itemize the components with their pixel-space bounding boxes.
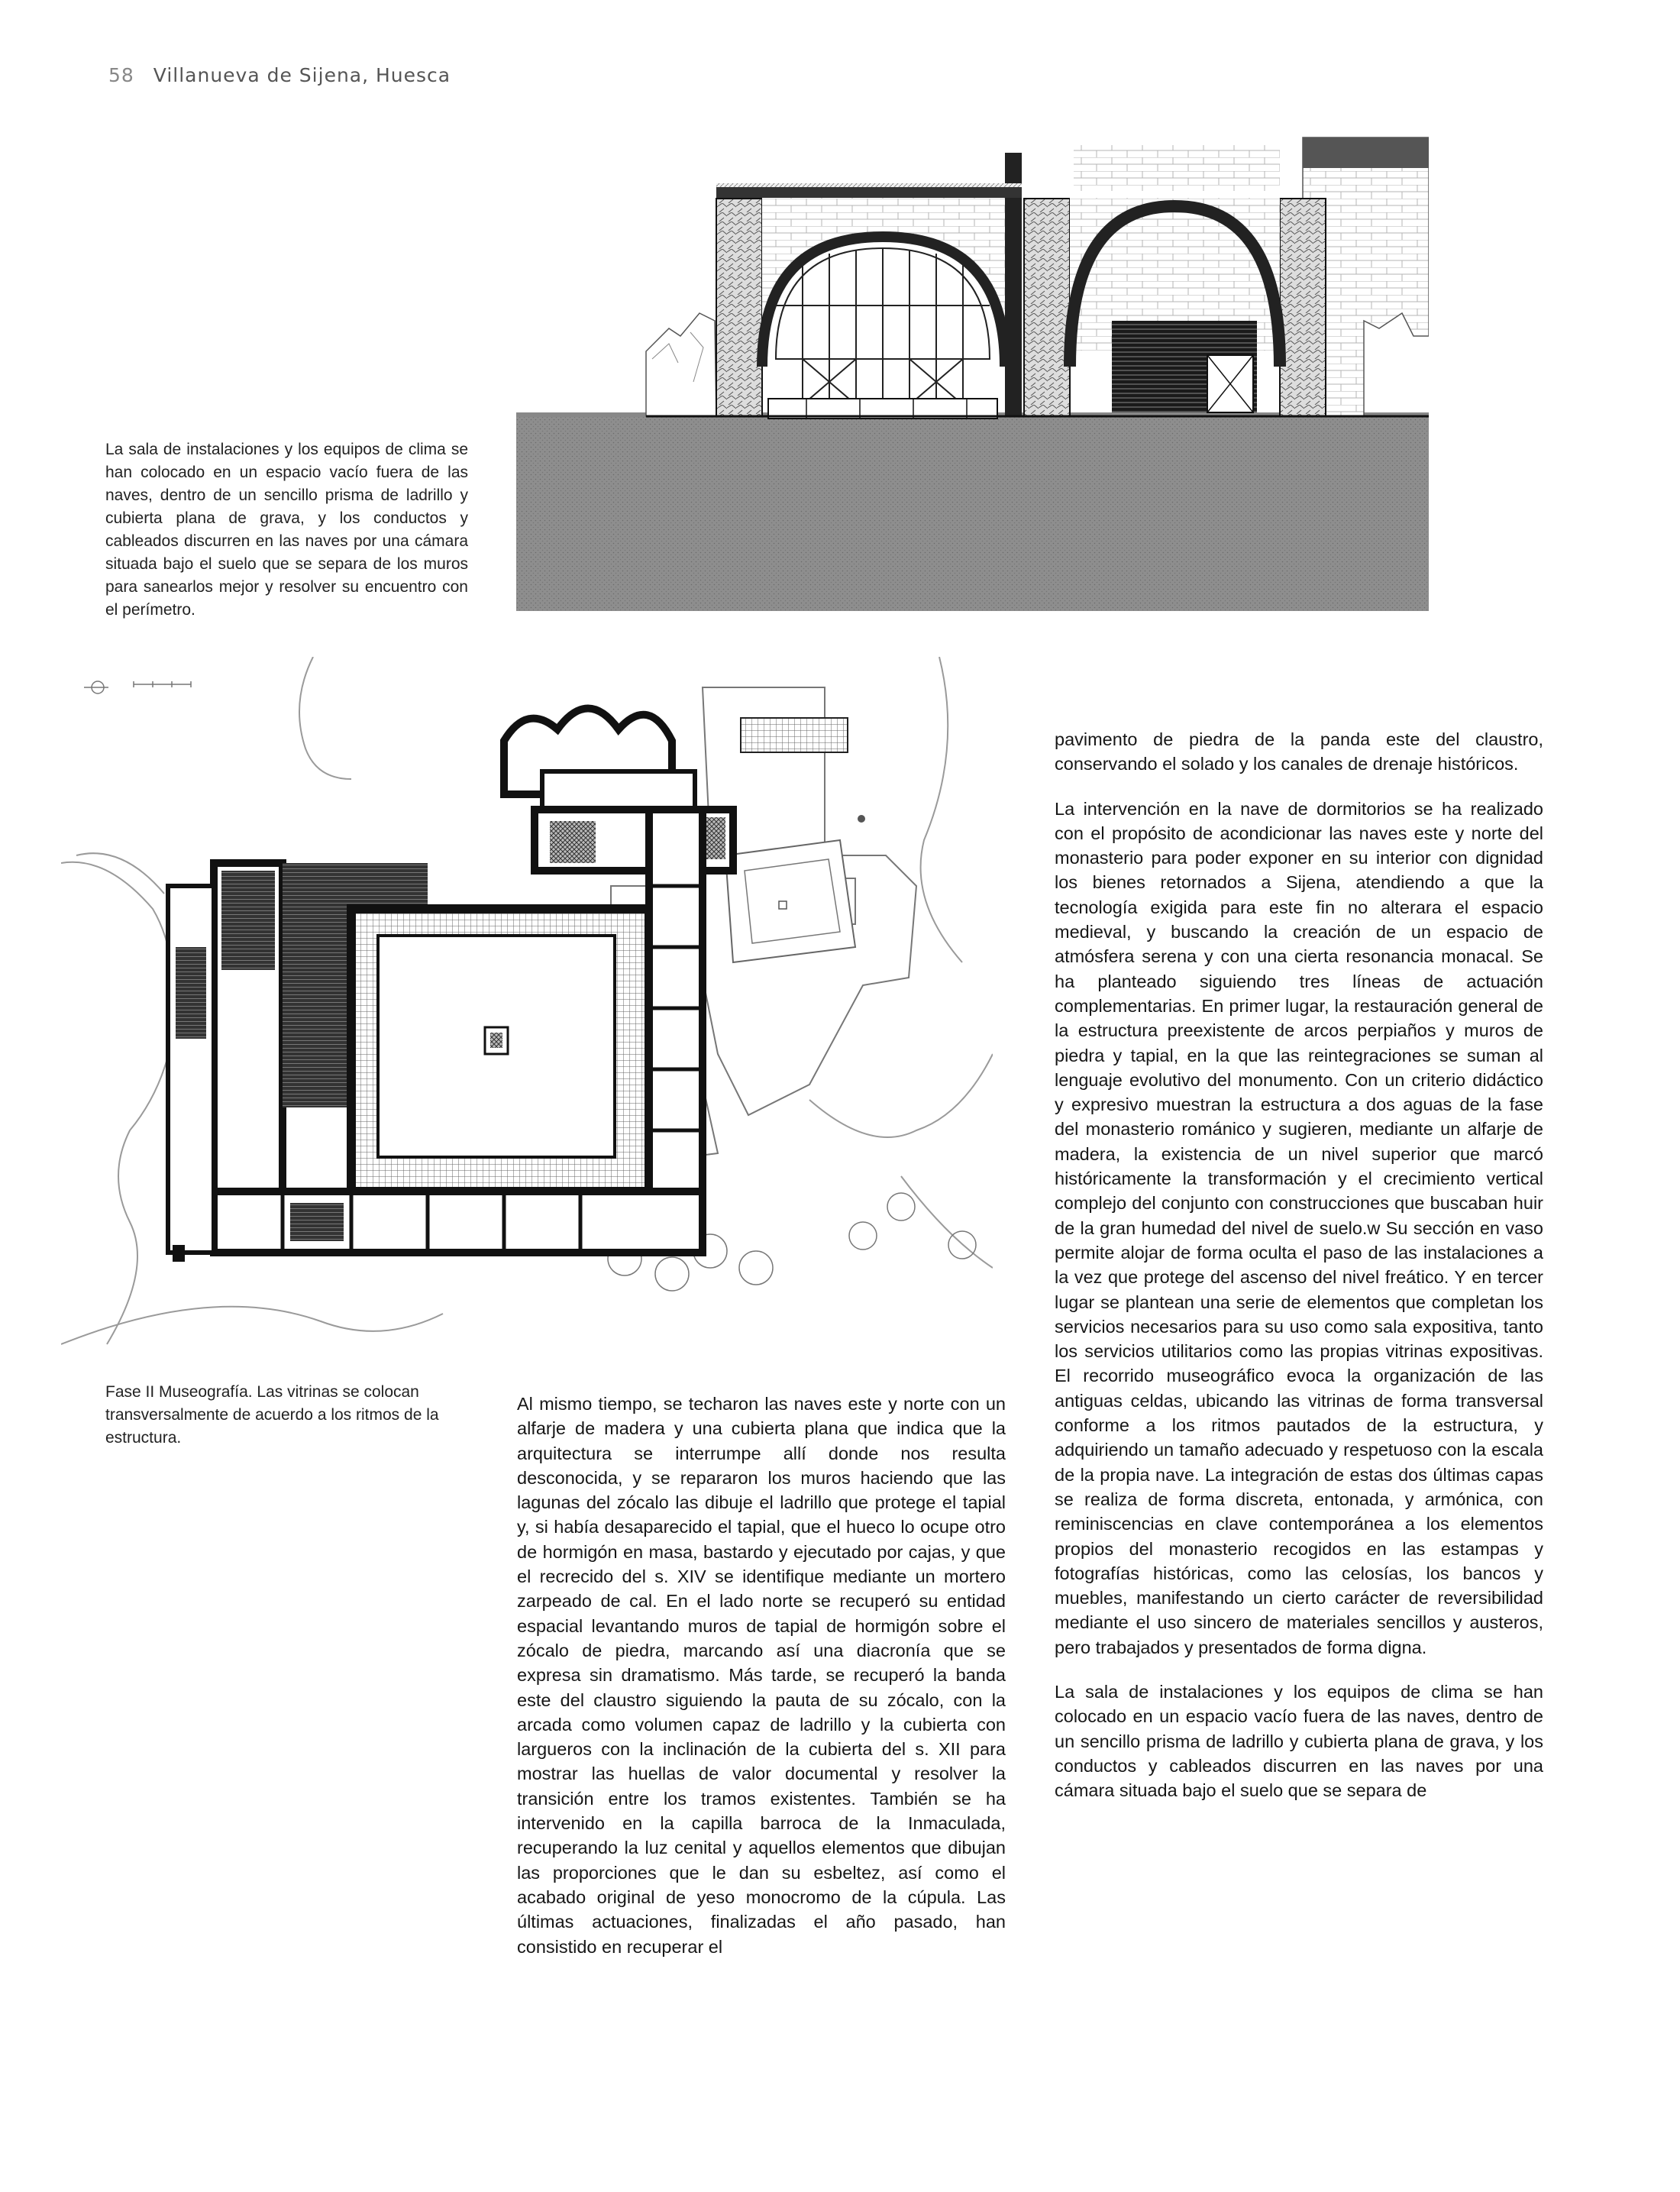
body-paragraph: Al mismo tiempo, se techaron las naves este y norte con un alfarje de madera y una cubierta plana que indica que la arquitectura se interrumpe allí donde nos resulta desconocida, y se repararon los muros haciendo que las lagunas del zócalo las dibuje el ladrillo que protege el tapial y, si había desaparecido el tapial, que el hueco lo ocupe otro de hormigón en masa, bastardo y ejecutado por cajas, y que el recrecido del s. XIV se identifique mediante un mortero zarpeado de cal. En el lado norte se recuperó su entidad espacial levantando muros de tapial de hormigón sobre el zócalo de piedra, marcando así una diacronía que se expresa sin dramatismo. Más tarde, se recuperó la banda este del claustro siguiendo la pauta de su zócalo, con la arcada como volumen capaz de ladrillo y la cubierta con largueros con la inclinación de la cubierta del s. XII para mostrar las huellas de valor documental y resolver la transición entre los tramos existentes. También se ha intervenido en la capilla barroca de la Inmaculada, recuperando la luz cenital y aquellos elementos que dibujan las proporciones que le dan su esbeltez, así como el acabado original de yeso monocromo de la cúpula. Las últimas actuaciones, finalizadas el año pasado, han consistido en recuperar el bbox=[517, 1394, 1006, 1957]
monastery-floor-plan-icon bbox=[61, 657, 993, 1359]
scale-bar-icon bbox=[134, 681, 191, 687]
body-column-right bbox=[1055, 727, 1543, 1822]
caption-plan-figure: Fase II Museografía. Las vitrinas se colocan transversalmente de acuerdo a los ritmos de la estructura. bbox=[105, 1383, 439, 1447]
body-paragraph: La intervención en la nave de dormitorios se ha realizado con el propósito de acondicionar las naves este y norte del monasterio para poder exponer en su interior con dignidad los bienes retornados a Sijena, atendiendo a que la tecnología exigida para este fin no alterara el espacio medieval, y buscando la creación de un espacio de atmósfera serena y con una cierta resonancia monacal. Se ha planteado siguiendo tres líneas de actuación complementarias. En primer lugar, la restauración general de la estructura preexistente de arcos perpiaños y muros de piedra y tapial, en la que las reintegraciones se suman al lenguaje evolutivo del monumento. Con un criterio didáctico y expresivo muestran la estructura a dos aguas de la fase del monasterio románico y sugieren, mediante un alfarje de madera, la existencia de un nivel superior que marcó históricamente la transformación y el crecimiento vertical complejo del conjunto con construcciones que buscaban huir de la gran humedad del nivel de suelo.w Su sección en vaso permite alojar de forma oculta el paso de las instalaciones a la vez que protege del ascenso del nivel freático. Y en tercer lugar se plantean una serie de elementos que completan los servicios necesarios para su uso como sala expositiva, tanto los servicios utilitarios como las propias vitrinas expositivas. El recorrido museográfico evoca la organización de las antiguas celdas, ubicando las vitrinas de forma transversal conforme a los ritmos pautados de la estructura, y adquiriendo un tamaño adecuado y respetuoso con la escala de la propia nave. La integración de estas dos últimas capas se realiza de forma discreta, entonada, y armónica, con reminiscencias en clave contemporánea a los elementos propios del monasterio recogidos en las estampas y fotografías históricas, como las celosías, los bancos y muebles, manifestando un cierto carácter de reversibilidad mediante el uso sincero de materiales sencillos y austeros, pero trabajados y presentados de forma digna. bbox=[1055, 798, 1543, 1657]
floor-plan bbox=[61, 657, 993, 1359]
caption-section-figure: La sala de instalaciones y los equipos de clima se han colocado en un espacio vacío fuera de las naves, dentro de un sencillo prisma de ladrillo y cubierta plana de grava, y los conductos y cableados discurren en las naves por una cámara situada bajo el suelo que se separa de los muros para sanearlos mejor y resolver su encuentro con el perímetro. bbox=[105, 441, 468, 619]
body-column-middle bbox=[517, 1392, 1006, 1979]
building-section-icon bbox=[516, 130, 1429, 611]
running-header bbox=[108, 64, 451, 86]
running-title: Villanueva de Sijena, Huesca bbox=[153, 64, 451, 86]
body-paragraph: La sala de instalaciones y los equipos de clima se han colocado en un espacio vacío fuera de las naves, dentro de un sencillo prisma de ladrillo y cubierta plana de grava, y los conductos y cableados discurren en las naves por una cámara situada bajo el suelo que se separa de bbox=[1055, 1681, 1543, 1801]
body-paragraph: pavimento de piedra de la panda este del claustro, conservando el solado y los canales de drenaje históricos. bbox=[1055, 729, 1543, 774]
page-number: 58 bbox=[108, 64, 134, 86]
section-drawing bbox=[516, 130, 1429, 611]
north-arrow-icon bbox=[84, 681, 108, 693]
